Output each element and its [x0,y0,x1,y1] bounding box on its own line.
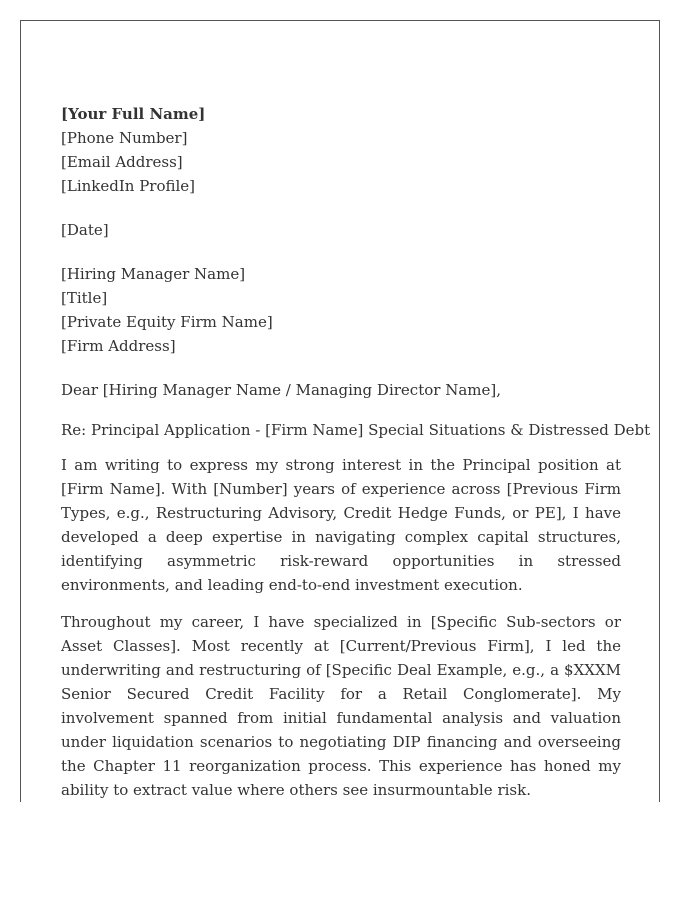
letter-page [20,20,660,802]
letter-content [61,102,651,802]
letter-date: [Date] [61,221,109,239]
recipient-firm: [Private Equity Firm Name] [61,313,273,331]
sender-block [61,102,621,198]
subject-line: Re: Principal Application - [Firm Name] Special Situations & Distressed Debt [61,421,651,439]
body-paragraph-1: I am writing to express my strong interest in the Principal position at [Firm Name]. With [Number] years of experience across [Previous Firm Types, e.g., Restructuring Advisory, Credit Hedge Funds, or PE], I have developed a deep expertise in navigating complex capital structures, identifying asymmetric risk-reward opportunities in stressed environments, and leading end-to-end investment execution. [61,456,621,594]
sender-name: [Your Full Name] [61,105,206,123]
sender-linkedin: [LinkedIn Profile] [61,177,196,195]
recipient-title: [Title] [61,289,108,307]
recipient-address: [Firm Address] [61,337,176,355]
body-paragraph-2: Throughout my career, I have specialized in [Specific Sub-sectors or Asset Classes]. Most recently at [Current/Previous Firm], I led the underwriting and restructuring of [Specific Deal Example, e.g., a $XXXM Senior Secured Credit Facility for a Retail Conglomerate]. My involvement spanned from initial fundamental analysis and valuation under liquidation scenarios to negotiating DIP financing and overseeing the Chapter 11 reorganization process. This experience has honed my ability to extract value where others see insurmountable risk. [61,613,621,799]
sender-email: [Email Address] [61,153,183,171]
recipient-name: [Hiring Manager Name] [61,265,246,283]
salutation: Dear [Hiring Manager Name / Managing Director Name], [61,381,501,399]
sender-phone: [Phone Number] [61,129,188,147]
recipient-block [61,262,621,358]
